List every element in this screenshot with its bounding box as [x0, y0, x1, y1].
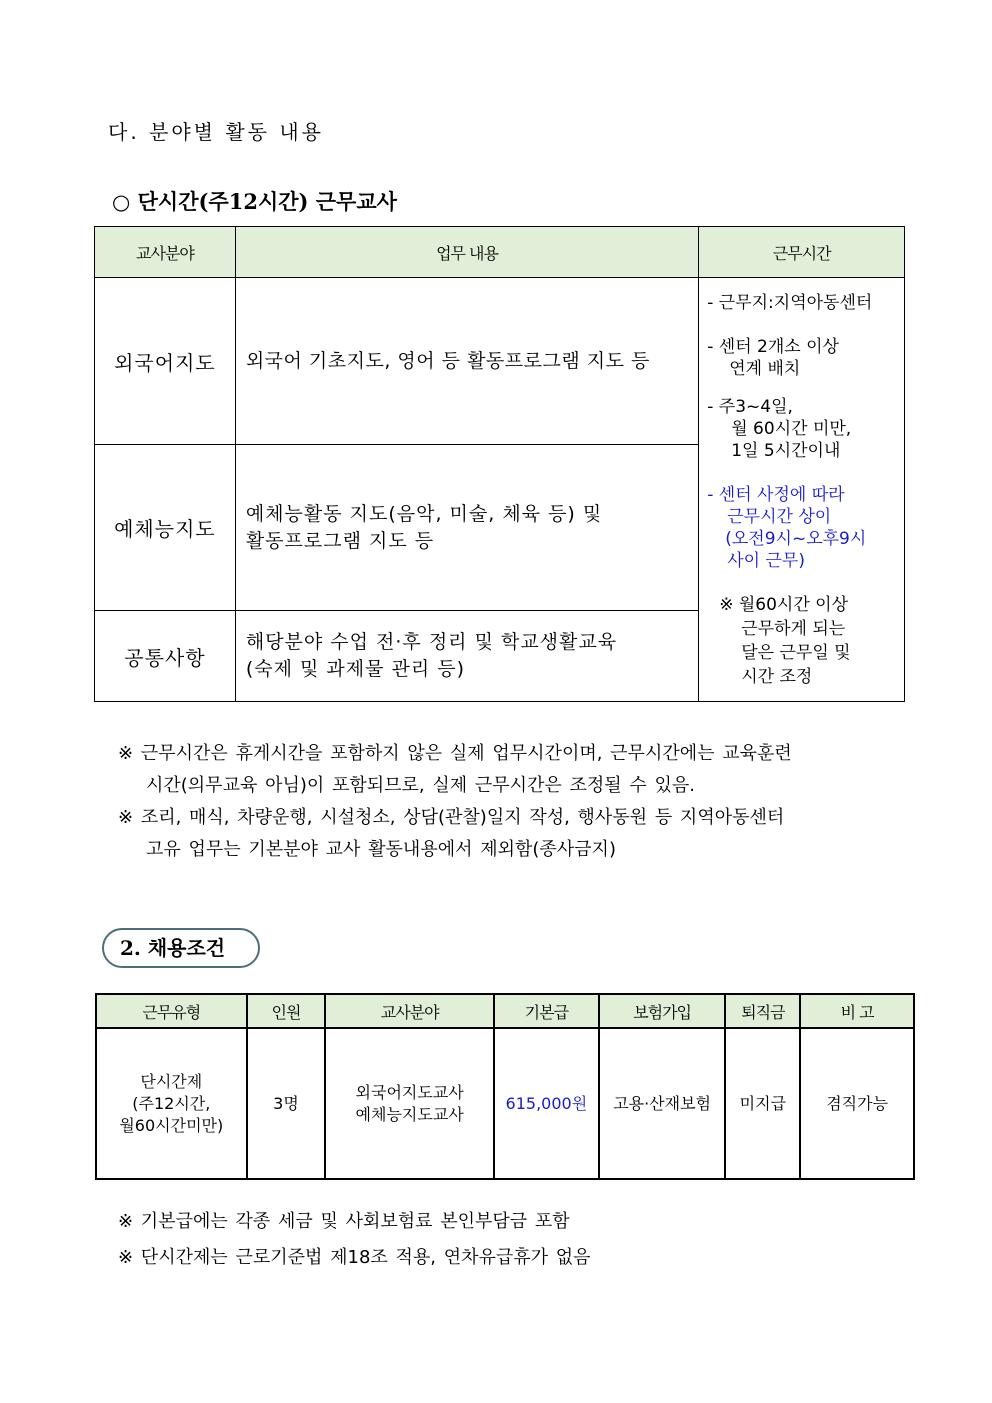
cell-line: 월60시간미만) — [119, 1115, 224, 1135]
header-cell: 근무시간 — [699, 227, 905, 278]
hours-note: 달은 근무일 및 — [741, 643, 851, 663]
cell-line: 단시간제 — [140, 1071, 203, 1091]
notes-block — [118, 738, 792, 866]
activity-table-header — [95, 227, 905, 278]
header-cell: 근무유형 — [96, 994, 247, 1028]
duty-cell — [235, 445, 698, 611]
sub-heading: ○ 단시간(주12시간) 근무교사 — [112, 189, 397, 214]
field-cell: 예체능지도 — [95, 445, 236, 611]
note-line: 고유 업무는 기본분야 교사 활동내용에서 제외함(종사금지) — [146, 839, 616, 860]
header-cell: 교사분야 — [95, 227, 236, 278]
hours-item: 근무시간 상이 — [727, 507, 832, 527]
duty-cell — [235, 611, 698, 702]
hours-item: (오전9시~오후9시 — [725, 529, 867, 549]
hours-item: - 센터 사정에 따라 — [707, 485, 845, 505]
remark-cell: 겸직가능 — [800, 1028, 914, 1179]
teacher-field-cell — [325, 1028, 494, 1179]
duty-cell — [235, 278, 698, 445]
insurance-cell: 고용·산재보험 — [599, 1028, 726, 1179]
duty-line: 외국어 기초지도, 영어 등 활동프로그램 지도 등 — [245, 349, 650, 372]
work-hours-cell — [699, 278, 905, 702]
hours-item: 1일 5시간이내 — [731, 441, 841, 461]
hours-note: 근무하게 되는 — [741, 619, 846, 639]
header-cell: 업무 내용 — [235, 227, 698, 278]
table-row — [96, 1028, 914, 1179]
note-line: ※ 기본급에는 각종 세금 및 사회보험료 본인부담금 포함 — [118, 1211, 570, 1232]
section2-title: 2. 채용조건 — [102, 928, 260, 968]
cell-line: (주12시간, — [132, 1093, 211, 1113]
header-cell: 기본급 — [494, 994, 599, 1028]
note-line: ※ 조리, 매식, 차량운행, 시설청소, 상담(관찰)일지 작성, 행사동원 등 지역아동센터 — [118, 807, 785, 828]
activity-table — [94, 226, 905, 702]
duty-line: 활동프로그램 지도 등 — [245, 529, 435, 552]
notes-block-2 — [118, 1204, 591, 1276]
field-cell: 외국어지도 — [95, 278, 236, 445]
hours-item: 사이 근무) — [727, 551, 805, 571]
hours-note: 시간 조정 — [741, 667, 813, 687]
hiring-table-header — [96, 994, 914, 1028]
header-cell: 비 고 — [800, 994, 914, 1028]
note-line: ※ 근무시간은 휴게시간을 포함하지 않은 실제 업무시간이며, 근무시간에는 교육훈련 — [118, 743, 792, 764]
cell-line: 외국어지도교사 — [355, 1082, 464, 1102]
hours-item: - 센터 2개소 이상 — [707, 337, 839, 357]
hiring-table — [95, 993, 915, 1180]
headcount-cell: 3명 — [247, 1028, 326, 1179]
note-line: ※ 단시간제는 근로기준법 제18조 적용, 연차유급휴가 없음 — [118, 1247, 591, 1268]
header-cell: 인원 — [247, 994, 326, 1028]
hours-item: - 근무지:지역아동센터 — [707, 293, 873, 313]
hours-item: 연계 배치 — [729, 359, 801, 379]
duty-line: 예체능활동 지도(음악, 미술, 체육 등) 및 — [245, 502, 603, 525]
table-row — [95, 278, 905, 445]
hours-note: ※ 월60시간 이상 — [719, 595, 849, 615]
field-cell: 공통사항 — [95, 611, 236, 702]
severance-cell: 미지급 — [725, 1028, 800, 1179]
salary-cell: 615,000원 — [494, 1028, 599, 1179]
header-cell: 보험가입 — [599, 994, 726, 1028]
duty-line: 해당분야 수업 전·후 정리 및 학교생활교육 — [245, 631, 618, 653]
header-cell: 교사분야 — [325, 994, 494, 1028]
section-heading: 다. 분야별 활동 내용 — [108, 120, 324, 144]
hours-item: 월 60시간 미만, — [731, 419, 852, 439]
header-cell: 퇴직금 — [725, 994, 800, 1028]
note-line: 시간(의무교육 아님)이 포함되므로, 실제 근무시간은 조정될 수 있음. — [146, 775, 696, 796]
cell-line: 예체능지도교사 — [355, 1104, 464, 1124]
work-type-cell — [96, 1028, 247, 1179]
hours-item: - 주3~4일, — [707, 397, 793, 417]
duty-line: (숙제 및 과제물 관리 등) — [245, 658, 465, 680]
